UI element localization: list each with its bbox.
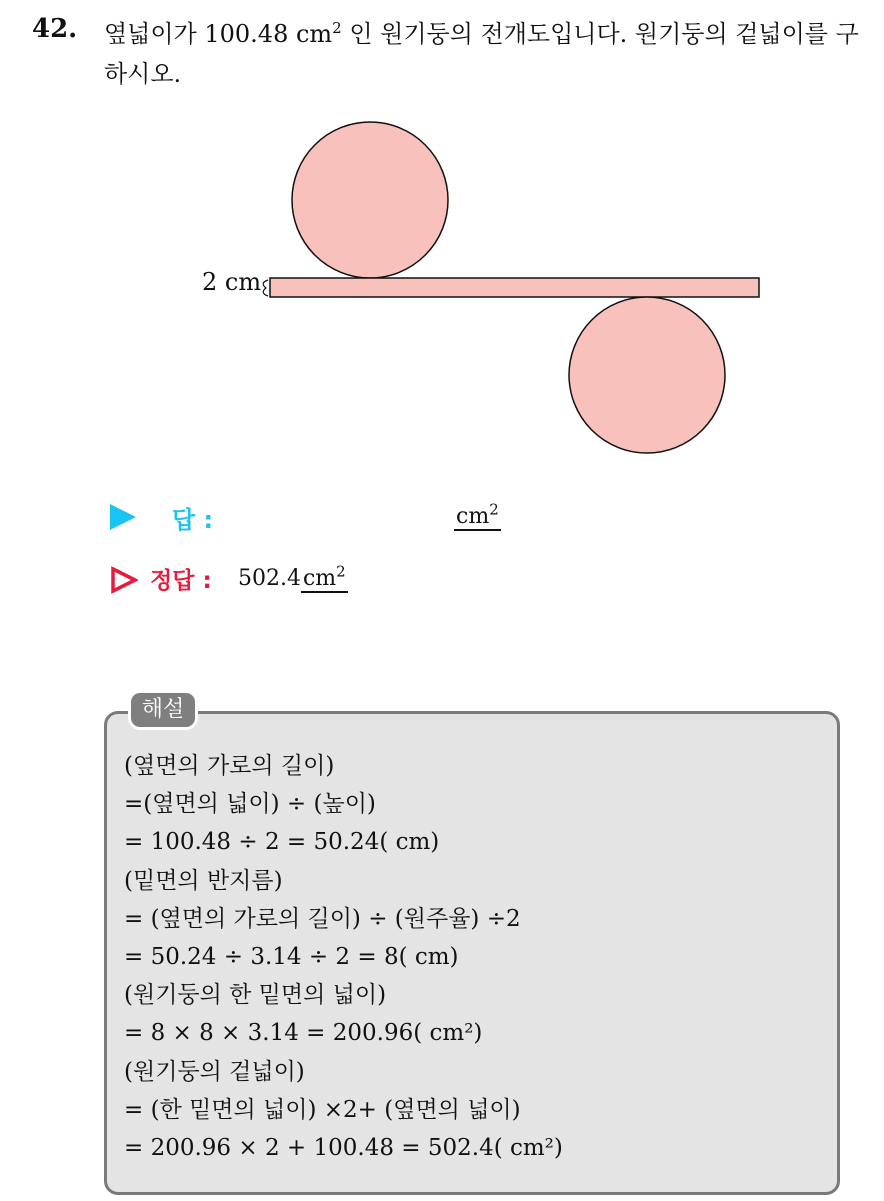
solution-line: = (한 밑면의 넓이) ×2+ (옆면의 넓이) [124, 1096, 521, 1123]
solution-line: (원기둥의 한 밑면의 넓이) [124, 982, 387, 1009]
solution-line: (원기둥의 겉넓이) [124, 1058, 305, 1085]
answer-unit-base: cm [456, 504, 490, 529]
solution-line: (밑면의 반지름) [124, 867, 283, 894]
dimension-brace [263, 280, 268, 296]
correct-answer-label: 정답 : [150, 568, 212, 594]
solution-line: =(옆면의 넓이) ÷ (높이) [124, 791, 376, 818]
outline-triangle-icon [110, 566, 138, 594]
correct-answer-unit-base: cm [302, 566, 337, 591]
answer-row [110, 500, 610, 536]
solution-line: = (옆면의 가로의 길이) ÷ (원주율) ÷2 [124, 905, 521, 932]
side-rectangle [270, 278, 759, 297]
play-arrow-icon [110, 504, 136, 530]
solution-line: = 200.96 × 2 + 100.48 = 502.4( cm²) [124, 1135, 563, 1162]
solution-line: = 100.48 ÷ 2 = 50.24( cm) [124, 829, 440, 856]
correct-answer-value: 502.4 [238, 566, 301, 591]
correct-answer-unit-sup: 2 [336, 562, 346, 581]
answer-label: 답 : [172, 506, 214, 534]
bottom-base-circle [569, 297, 725, 453]
solution-line: = 8 × 8 × 3.14 = 200.96( cm²) [124, 1020, 483, 1047]
cylinder-net-figure [0, 0, 884, 480]
answer-unit[interactable] [454, 500, 501, 531]
solution-line: (옆면의 가로의 길이) [124, 753, 335, 779]
solution-lines [124, 747, 824, 1167]
correct-answer-row [110, 562, 610, 598]
question-text-sup: 2 [332, 19, 342, 37]
correct-answer-unit [301, 562, 348, 593]
correct-answer-value-group [238, 562, 348, 591]
height-dimension-label: 2 cm [202, 268, 262, 296]
top-base-circle [292, 122, 448, 278]
question-text-before: 옆넓이가 100.48 cm [104, 20, 333, 48]
solution-line: = 50.24 ÷ 3.14 ÷ 2 = 8( cm) [124, 944, 459, 971]
solution-title-tab: 해설 [128, 690, 198, 730]
question-number: 42. [32, 14, 78, 44]
question-text-after: 인 원기둥의 전개도입니다. 원기둥의 겉넓이를 구하시오. [104, 20, 859, 88]
answer-unit-sup: 2 [489, 500, 499, 519]
